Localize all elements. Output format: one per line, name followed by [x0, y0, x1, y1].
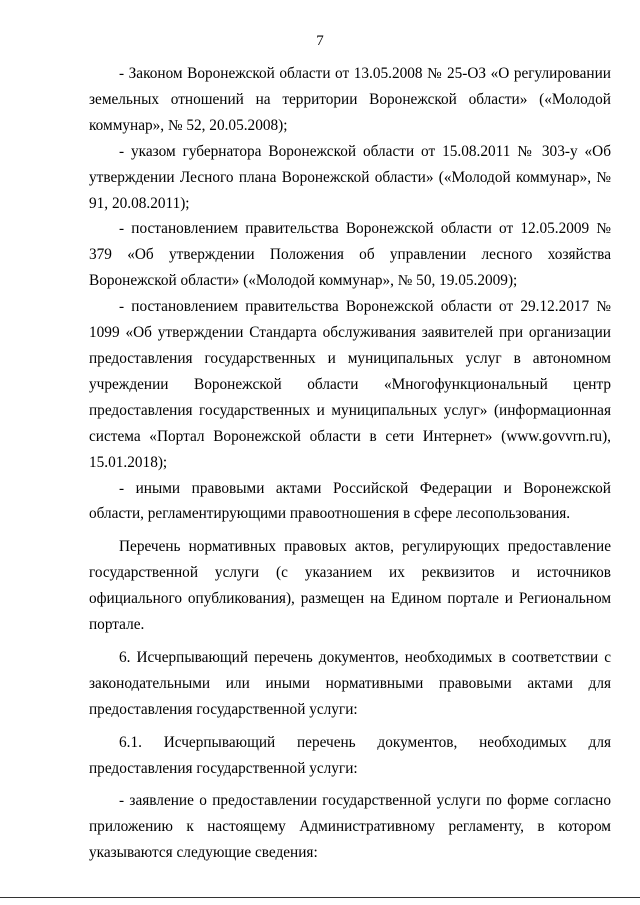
- paragraph-section-6: 6. Исчерпывающий перечень документов, необходимых в соответствии с законодательными или иными нормативными правовыми актами для предоставления государственной услуги:: [89, 648, 611, 718]
- paragraph-section-6-1: 6.1. Исчерпывающий перечень документов, необходимых для предоставления государственной услуги:: [89, 733, 611, 777]
- paragraph-other-acts: - иными правовыми актами Российской Федерации и Воронежской области, регламентирующими правоотношения в сфере лесопользования.: [89, 479, 611, 523]
- paragraph-resolution-1099: - постановлением правительства Воронежской области от 29.12.2017 № 1099 «Об утверждении Стандарта обслуживания заявителей при организации предоставления государственных и муниципальных услуг в автономном учреждении Воронежской области «Многофункциональный центр предоставления государственных и муниципальных услуг» (информационная система «Портал Воронежской области в сети Интернет» (www.govvrn.ru), 15.01.2018);: [89, 298, 611, 471]
- page-bottom-rule: [0, 897, 640, 898]
- paragraph-law-25-oz: - Законом Воронежской области от 13.05.2008 № 25-ОЗ «О регулировании земельных отношений на территории Воронежской области» («Молодой коммунар», № 52, 20.05.2008);: [89, 65, 611, 134]
- paragraph-decree-303-u: - указом губернатора Воронежской области от 15.08.2011 № 303-у «Об утверждении Лесного плана Воронежской области» («Молодой коммунар», № 91, 20.08.2011);: [89, 142, 611, 212]
- page-number: 7: [316, 33, 324, 49]
- paragraph-acts-list-published: Перечень нормативных правовых актов, регулирующих предоставление государственной услуги (с указанием их реквизитов и источников официального опубликования), размещен на Едином портале и Региональном портале.: [89, 538, 611, 634]
- paragraph-application: - заявление о предоставлении государственной услуги по форме согласно приложению к настоящему Административному регламенту, в котором указываются следующие сведения:: [89, 792, 611, 862]
- paragraph-resolution-379: - постановлением правительства Воронежской области от 12.05.2009 № 379 «Об утверждении Положения об управлении лесного хозяйства Воронежской области» («Молодой коммунар», № 50, 19.05.2009);: [89, 220, 611, 290]
- document-body: [89, 61, 611, 866]
